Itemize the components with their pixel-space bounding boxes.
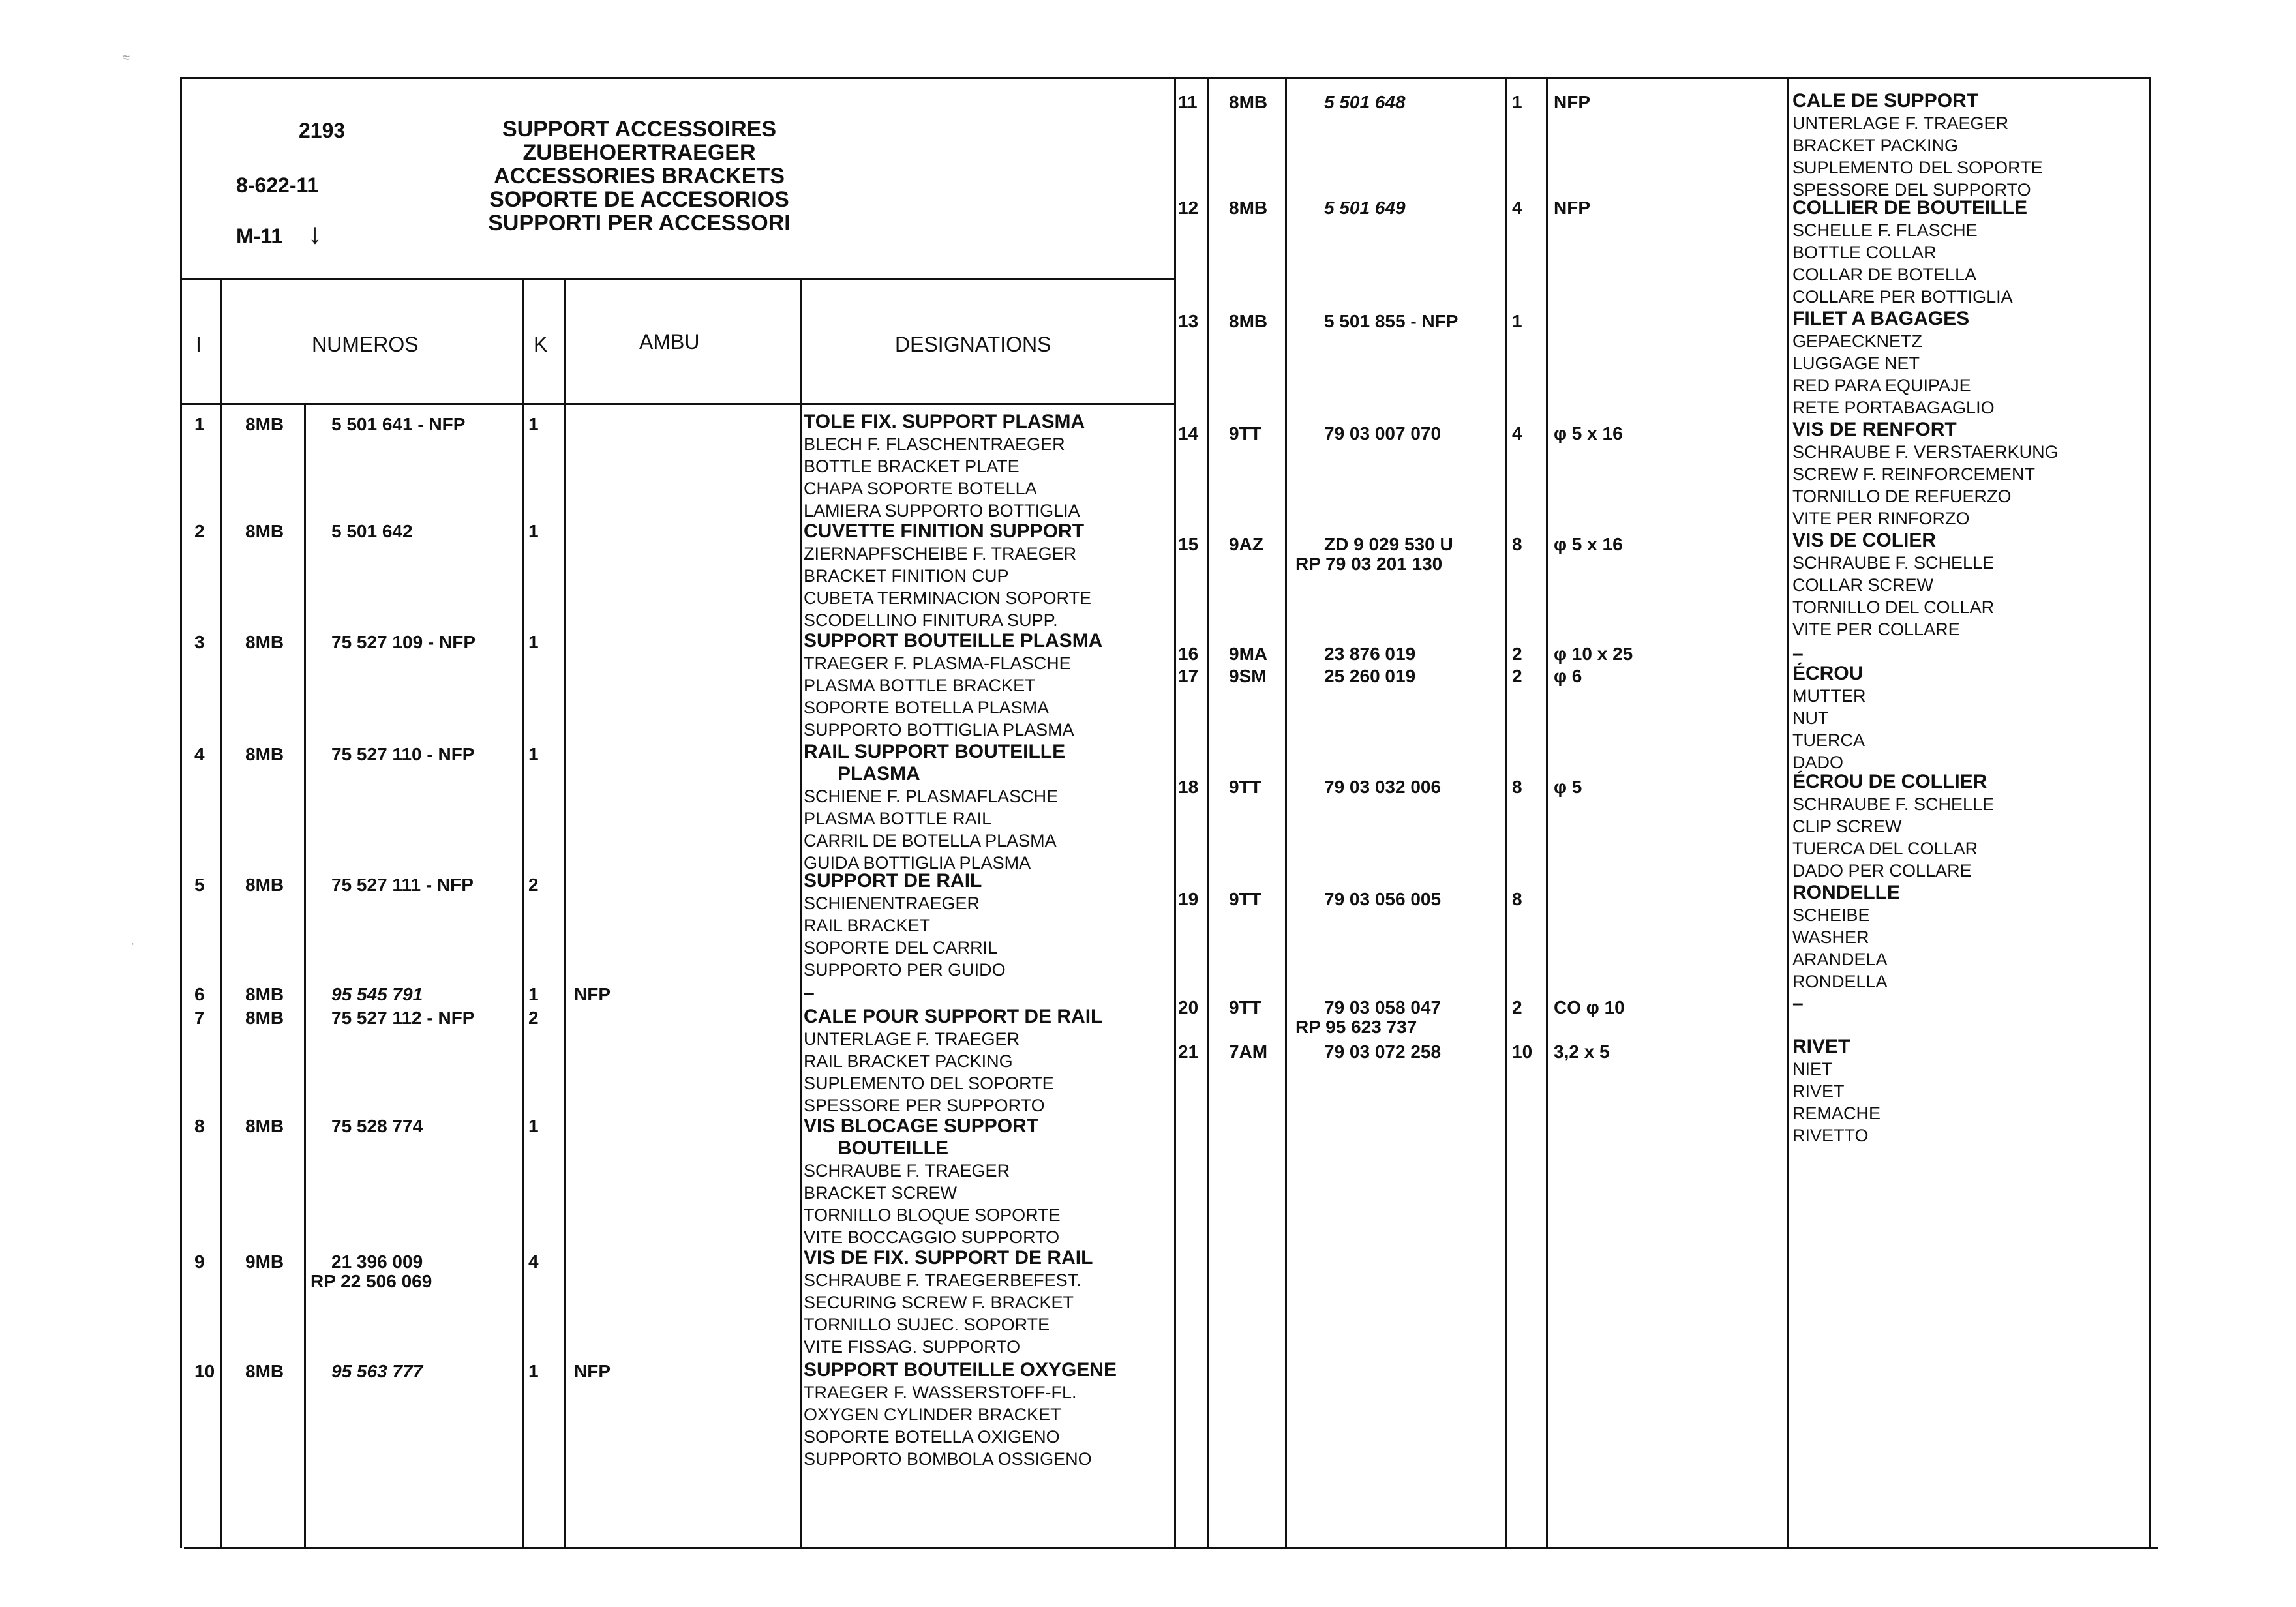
model-label: M-11 [236,224,283,248]
designation-block [804,411,1085,522]
designation-translation: TUERCA DEL COLLAR [1792,839,1978,858]
part-number: 5 501 642 [331,521,413,541]
quantity: 1 [528,744,539,764]
designation-translation: PLASMA BOTTLE BRACKET [804,676,1036,695]
part-number: 79 03 007 070 [1324,423,1442,443]
row-index: 7 [194,1008,205,1028]
designation-translation: LUGGAGE NET [1792,353,1920,373]
right-col-line-left [1207,77,1209,1548]
quantity: 4 [528,1252,539,1272]
designation-translation: SUPPORTO PER GUIDO [804,960,1006,980]
right-col-line-ambu [1787,77,1789,1548]
left-table-border-right [1174,77,1176,1548]
designation-block [1792,1036,1881,1147]
part-number: 25 260 019 [1324,666,1416,686]
col-line-ambu-right [800,279,802,1547]
quantity: 1 [528,1116,539,1136]
designation-title: SUPPORT BOUTEILLE PLASMA [804,630,1103,652]
row-index: 18 [1178,777,1199,797]
row-index: 2 [194,521,205,541]
designation-translation: CUBETA TERMINACION SOPORTE [804,588,1092,608]
designation-translation: SOPORTE BOTELLA OXIGENO [804,1427,1060,1447]
quantity: 1 [1512,92,1522,112]
designation-translation: PLASMA [838,763,920,785]
designation-translation: REMACHE [1792,1104,1881,1123]
row-index: 6 [194,984,205,1004]
designation-translation: VITE PER COLLARE [1792,620,1960,639]
designation-block [804,520,1091,631]
designation-translation: PLASMA BOTTLE RAIL [804,809,992,828]
designation-translation: RONDELLA [1792,972,1888,991]
designation-translation: BOUTEILLE [838,1137,948,1159]
col-line-code [304,404,306,1547]
quantity: 2 [528,875,539,895]
designation-block [1792,90,2043,201]
designation-translation: SUPPORTO BOTTIGLIA PLASMA [804,720,1074,740]
designation-translation: BOTTLE BRACKET PLATE [804,457,1020,476]
designation-translation: NUT [1792,708,1829,728]
ambu-value: CO φ 10 [1554,997,1625,1017]
part-code: 9SM [1229,666,1267,686]
designation-translation: SCHRAUBE F. VERSTAERKUNG [1792,442,2059,462]
left-table-border-top [180,77,1175,79]
part-number: ZD 9 029 530 U [1324,534,1453,554]
row-index: 15 [1178,534,1199,554]
designation-translation: BOTTLE COLLAR [1792,243,1937,262]
designation-translation: TUERCA [1792,730,1865,750]
designation-translation: RED PARA EQUIPAJE [1792,376,1971,395]
row-index: 5 [194,875,205,895]
designation-title: RIVET [1792,1036,1850,1057]
part-code: 8MB [245,744,284,764]
designation-translation: COLLAR DE BOTELLA [1792,265,1977,284]
designation-block [1792,197,2027,308]
title-de: ZUBEHOERTRAEGER [522,140,756,165]
row-index: 14 [1178,423,1199,443]
designation-translation: SPESSORE PER SUPPORTO [804,1096,1045,1115]
part-number: 95 563 777 [331,1361,423,1381]
part-number: 75 527 112 - NFP [331,1008,475,1028]
designation-translation: TORNILLO DEL COLLAR [1792,597,1995,617]
designation-block [1792,530,1994,640]
designation-translation: GEPAECKNETZ [1792,331,1923,351]
quantity: 1 [528,984,539,1004]
part-code: 9AZ [1229,534,1263,554]
column-header-index: I [196,333,202,356]
row-index: 3 [194,632,205,652]
ambu-value: φ 5 x 16 [1554,534,1623,554]
designation-translation: CARRIL DE BOTELLA PLASMA [804,831,1057,850]
part-number: 79 03 072 258 [1324,1042,1442,1062]
ambu-value: φ 6 [1554,666,1582,686]
down-arrow-icon: ↓ [308,218,322,250]
designation-translation: BRACKET FINITION CUP [804,566,1009,586]
designation-translation: SCHELLE F. FLASCHE [1792,220,1978,240]
designation-block [1792,308,1995,419]
part-code: 9TT [1229,777,1261,797]
designation-translation: SOPORTE DEL CARRIL [804,938,998,957]
designation-translation: TORNILLO SUJEC. SOPORTE [804,1315,1050,1334]
designation-translation: NIET [1792,1059,1833,1079]
quantity: 4 [1512,198,1522,218]
left-table-border-bottom [184,1547,2158,1549]
quantity: 1 [528,414,539,434]
designation-translation: SCHIENENTRAEGER [804,894,980,913]
part-number: 5 501 649 [1324,198,1406,218]
row-index: 19 [1178,889,1199,909]
ambu-value: NFP [574,1361,611,1381]
quantity: 2 [1512,644,1522,664]
designation-title: RAIL SUPPORT BOUTEILLE [804,741,1066,762]
quantity: 2 [528,1008,539,1028]
title-fr: SUPPORT ACCESSOIRES [502,117,777,142]
document-number: 2193 [299,119,346,142]
part-number: 75 527 109 - NFP [331,632,476,652]
part-code: 8MB [245,632,284,652]
part-number: 23 876 019 [1324,644,1416,664]
designation-block [1792,643,1804,665]
part-number: 21 396 009 [331,1252,423,1272]
designation-translation: DADO [1792,753,1844,772]
designation-translation: SUPPORTO BOMBOLA OSSIGENO [804,1449,1092,1469]
designation-translation: SCHEIBE [1792,905,1870,925]
designation-title: VIS DE COLIER [1792,530,1937,551]
quantity: 8 [1512,777,1522,797]
row-index: 8 [194,1116,205,1136]
quantity: 4 [1512,423,1522,443]
designation-translation: TORNILLO BLOQUE SOPORTE [804,1205,1061,1225]
row-index: 10 [194,1361,215,1381]
designation-translation: RAIL BRACKET PACKING [804,1051,1013,1071]
designation-translation: VITE FISSAG. SUPPORTO [804,1337,1021,1357]
designation-block [1792,882,1900,993]
right-col-line-k-right [1546,77,1548,1548]
right-table-border-right [2149,77,2151,1548]
row-index: 13 [1178,311,1199,331]
designation-translation: RIVET [1792,1081,1845,1101]
left-table-border-left [180,77,182,1548]
part-code: 8MB [245,414,284,434]
designation-translation: DADO PER COLLARE [1792,861,1972,880]
title-it: SUPPORTI PER ACCESSORI [488,211,791,235]
designation-translation: VITE BOCCAGGIO SUPPORTO [804,1227,1060,1247]
part-number-replacement: RP 22 506 069 [310,1271,432,1291]
designation-translation: RETE PORTABAGAGLIO [1792,398,1995,417]
row-index: 12 [1178,198,1199,218]
designation-translation: SPESSORE DEL SUPPORTO [1792,180,2031,200]
designation-title: TOLE FIX. SUPPORT PLASMA [804,411,1085,432]
quantity: 2 [1512,997,1522,1017]
part-code: 8MB [1229,92,1268,112]
row-index: 17 [1178,666,1199,686]
row-index: 11 [1178,92,1198,112]
designation-title: CALE POUR SUPPORT DE RAIL [804,1006,1103,1027]
part-number: 79 03 058 047 [1324,997,1442,1017]
designation-title: FILET A BAGAGES [1792,308,1970,329]
designation-translation: CHAPA SOPORTE BOTELLA [804,479,1037,498]
designation-block [1792,771,1994,882]
designation-translation: SCHRAUBE F. TRAEGERBEFEST. [804,1270,1081,1290]
designation-title: SUPPORT DE RAIL [804,870,982,892]
designation-translation: WASHER [1792,927,1869,947]
quantity: 8 [1512,889,1522,909]
designation-translation: LAMIERA SUPPORTO BOTTIGLIA [804,501,1080,520]
part-code: 8MB [245,521,284,541]
part-number: 5 501 648 [1324,92,1406,112]
part-number: 75 527 111 - NFP [331,875,474,895]
designation-block [804,982,815,1004]
row-index: 1 [194,414,205,434]
designation-title: – [1792,643,1804,665]
ambu-value: NFP [1554,92,1590,112]
designation-translation: GUIDA BOTTIGLIA PLASMA [804,853,1031,873]
designation-translation: SUPLEMENTO DEL SOPORTE [804,1074,1054,1093]
designation-translation: SCHIENE F. PLASMAFLASCHE [804,787,1059,806]
designation-translation: OXYGEN CYLINDER BRACKET [804,1405,1061,1424]
part-number: 75 528 774 [331,1116,423,1136]
quantity: 1 [528,521,539,541]
quantity: 1 [1512,311,1522,331]
part-number-replacement: RP 95 623 737 [1295,1017,1417,1037]
part-code: 9MB [245,1252,284,1272]
part-code: 8MB [1229,311,1268,331]
header-titles [457,117,822,235]
part-number-replacement: RP 79 03 201 130 [1295,554,1443,574]
part-code: 9TT [1229,423,1261,443]
part-number: 5 501 641 - NFP [331,414,466,434]
designation-block [804,870,1006,981]
ambu-value: 3,2 x 5 [1554,1042,1610,1062]
designation-translation: SCREW F. REINFORCEMENT [1792,464,2036,484]
designation-translation: SOPORTE BOTELLA PLASMA [804,698,1050,717]
right-table-border-top [1174,77,2151,79]
right-col-line-code [1285,77,1287,1548]
designation-title: RONDELLE [1792,882,1900,903]
designation-translation: UNTERLAGE F. TRAEGER [1792,113,2009,133]
designation-translation: SCHRAUBE F. TRAEGER [804,1161,1010,1180]
part-code: 9MA [1229,644,1268,664]
designation-translation: ZIERNAPFSCHEIBE F. TRAEGER [804,544,1077,563]
designation-translation: MUTTER [1792,686,1866,706]
designation-translation: BLECH F. FLASCHENTRAEGER [804,434,1065,454]
designation-block [1792,419,2059,530]
designation-translation: TRAEGER F. PLASMA-FLASCHE [804,653,1071,673]
ambu-value: φ 5 [1554,777,1582,797]
designation-title: VIS DE RENFORT [1792,419,1957,440]
designation-translation: CLIP SCREW [1792,817,1902,836]
title-en: ACCESSORIES BRACKETS [494,164,785,188]
part-code: 9TT [1229,889,1261,909]
designation-title: COLLIER DE BOUTEILLE [1792,197,2027,218]
part-code: 9TT [1229,997,1261,1017]
ambu-value: NFP [1554,198,1590,218]
designation-title: SUPPORT BOUTEILLE OXYGENE [804,1359,1117,1381]
designation-title: CALE DE SUPPORT [1792,90,1979,112]
designation-translation: COLLAR SCREW [1792,575,1934,595]
col-line-index [220,279,222,1547]
row-index: 9 [194,1252,205,1272]
column-header-divider [180,403,1175,405]
designation-block [804,1247,1093,1358]
quantity: 2 [1512,666,1522,686]
column-header-k: K [534,333,548,356]
designation-translation: COLLARE PER BOTTIGLIA [1792,287,2013,307]
designation-block [1792,663,1865,773]
designation-title: VIS BLOCAGE SUPPORT [804,1115,1039,1137]
part-number: 79 03 056 005 [1324,889,1442,909]
quantity: 1 [528,1361,539,1381]
row-index: 20 [1178,997,1199,1017]
scan-mark: · [130,937,135,951]
designation-translation: TRAEGER F. WASSERSTOFF-FL. [804,1383,1077,1402]
right-col-line-k-left [1505,77,1507,1548]
designation-translation: RAIL BRACKET [804,916,931,935]
designation-block [804,741,1065,874]
quantity: 10 [1512,1042,1533,1062]
ambu-value: φ 5 x 16 [1554,423,1623,443]
designation-translation: RIVETTO [1792,1126,1869,1145]
designation-block [804,1359,1117,1470]
designation-title: CUVETTE FINITION SUPPORT [804,520,1085,542]
quantity: 8 [1512,534,1522,554]
document-reference: 8-622-11 [236,173,319,197]
designation-title: ÉCROU [1792,663,1864,684]
designation-translation: SCHRAUBE F. SCHELLE [1792,794,1995,814]
ambu-value: φ 10 x 25 [1554,644,1633,664]
designation-translation: SECURING SCREW F. BRACKET [804,1293,1074,1312]
col-line-k-right [564,279,566,1547]
designation-translation: SCHRAUBE F. SCHELLE [1792,553,1995,573]
designation-block [804,630,1102,741]
designation-translation: BRACKET PACKING [1792,136,1959,155]
header-divider [180,278,1175,280]
part-number: 5 501 855 - NFP [1324,311,1458,331]
designation-translation: BRACKET SCREW [804,1183,958,1203]
part-number: 79 03 032 006 [1324,777,1442,797]
quantity: 1 [528,632,539,652]
part-code: 8MB [245,984,284,1004]
row-index: 21 [1178,1042,1199,1062]
scan-mark: ≈ [123,51,130,65]
designation-translation: SCODELLINO FINITURA SUPP. [804,610,1058,630]
column-header-ambu: AMBU [639,330,700,353]
designation-title: – [1792,993,1804,1014]
row-index: 4 [194,744,205,764]
part-code: 7AM [1229,1042,1268,1062]
column-header-designations: DESIGNATIONS [895,333,1051,356]
part-number: 95 545 791 [331,984,423,1004]
designation-block [804,1115,1061,1248]
designation-title: – [804,982,815,1004]
part-code: 8MB [1229,198,1268,218]
ambu-value: NFP [574,984,611,1004]
col-line-k-left [522,279,524,1547]
part-number: 75 527 110 - NFP [331,744,475,764]
designation-translation: VITE PER RINFORZO [1792,509,1970,528]
part-code: 8MB [245,875,284,895]
part-code: 8MB [245,1116,284,1136]
part-code: 8MB [245,1361,284,1381]
designation-title: ÉCROU DE COLLIER [1792,771,1987,792]
designation-block [804,1006,1102,1117]
row-index: 16 [1178,644,1199,664]
designation-translation: SUPLEMENTO DEL SOPORTE [1792,158,2043,177]
designation-translation: ARANDELA [1792,950,1888,969]
title-es: SOPORTE DE ACCESORIOS [489,187,789,212]
designation-title: VIS DE FIX. SUPPORT DE RAIL [804,1247,1093,1269]
designation-block [1792,993,1804,1015]
column-header-numeros: NUMEROS [312,333,419,356]
designation-translation: UNTERLAGE F. TRAEGER [804,1029,1020,1049]
part-code: 8MB [245,1008,284,1028]
designation-translation: TORNILLO DE REFUERZO [1792,487,2012,506]
